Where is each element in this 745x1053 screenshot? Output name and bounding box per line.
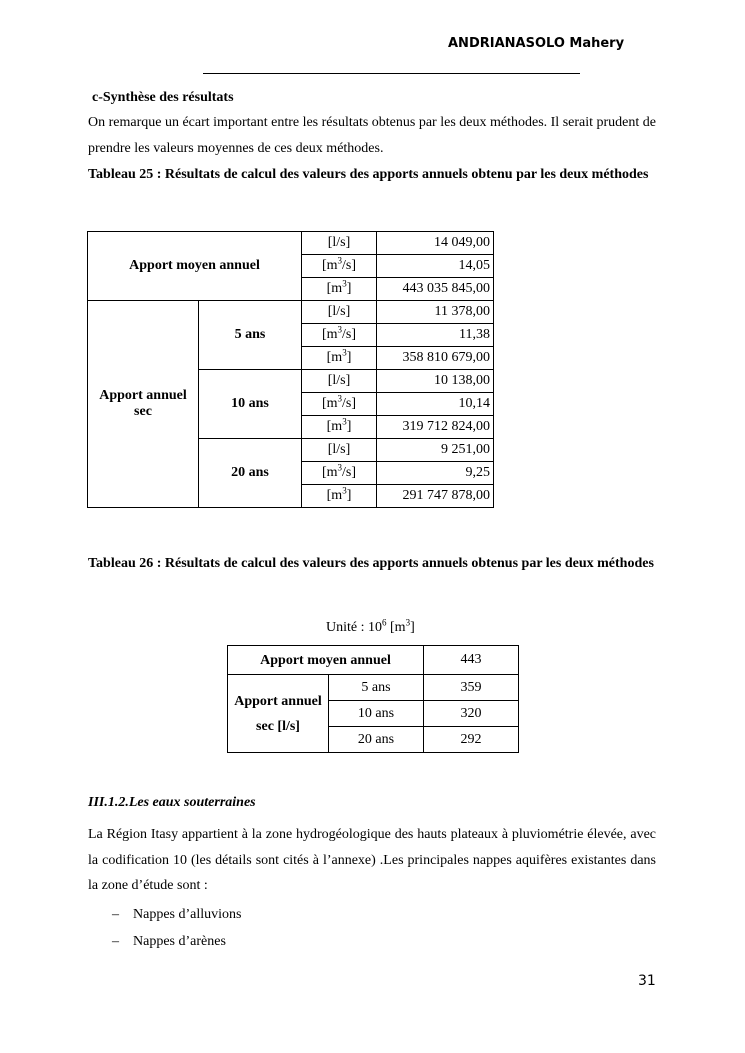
period-value: 292: [424, 727, 519, 753]
unit-ls: [l/s]: [302, 301, 377, 324]
unit-m3: $[m^3]$: [302, 278, 377, 301]
dash-icon: –: [112, 907, 119, 922]
period-ls: 10 138,00: [377, 370, 494, 393]
period-m3: 358 810 679,00: [377, 347, 494, 370]
apport-moyen-label: Apport moyen annuel: [228, 646, 424, 675]
unit-ls: [l/s]: [302, 370, 377, 393]
table-25: [87, 231, 494, 508]
period-m3s: 10,14: [377, 393, 494, 416]
unit-m3: $[m^3]$: [302, 416, 377, 439]
period-ls: 11 378,00: [377, 301, 494, 324]
unit-m3s: $[m^3/s]$: [302, 324, 377, 347]
table-26: [227, 645, 519, 753]
unit-m3: $[m^3]$: [302, 485, 377, 508]
header-author: ANDRIANASOLO Mahery: [448, 36, 625, 51]
apport-moyen-label: Apport moyen annuel: [88, 232, 302, 301]
unit-m3s: $[m^3/s]$: [302, 255, 377, 278]
unit-ls: [l/s]: [302, 232, 377, 255]
period-m3s: 11,38: [377, 324, 494, 347]
table26-caption: Tableau 26 : Résultats de calcul des valeurs des apports annuels obtenus par les deux méthodes: [88, 556, 654, 571]
period-label: 10 ans: [329, 701, 424, 727]
period-value: 359: [424, 675, 519, 701]
apport-sec-label: Apport annuel sec [l/s]: [228, 675, 329, 753]
table26-unit: Unité : $10^6$ $[m^3]$: [326, 617, 415, 635]
period-label: 5 ans: [199, 301, 302, 370]
period-label: 10 ans: [199, 370, 302, 439]
list-item: – Nappes d’alluvions: [112, 901, 241, 928]
period-label: 5 ans: [329, 675, 424, 701]
period-label: 20 ans: [329, 727, 424, 753]
page-number: 31: [638, 973, 656, 989]
paragraph-eaux-souterraines: La Région Itasy appartient à la zone hydrogéologique des hauts plateaux à pluviométrie élevée, avec la codification 10 (les détails sont cités à l’annexe) .Les principales nappes aquifères existantes dans la zone d’étude sont :: [88, 827, 656, 893]
period-m3: 319 712 824,00: [377, 416, 494, 439]
moyen-m3: 443 035 845,00: [377, 278, 494, 301]
subsection-title: III.1.2.Les eaux souterraines: [88, 795, 256, 810]
period-label: 20 ans: [199, 439, 302, 508]
apport-sec-label: Apport annuel sec: [88, 301, 199, 508]
unit-m3s: $[m^3/s]$: [302, 393, 377, 416]
period-value: 320: [424, 701, 519, 727]
table25-caption: Tableau 25 : Résultats de calcul des valeurs des apports annuels obtenu par les deux méthodes: [88, 167, 649, 182]
unit-m3: $[m^3]$: [302, 347, 377, 370]
bullet-list: [112, 901, 241, 955]
period-ls: 9 251,00: [377, 439, 494, 462]
list-item: – Nappes d’arènes: [112, 928, 241, 955]
header-rule: [203, 73, 580, 74]
section-title: c-Synthèse des résultats: [92, 90, 234, 105]
dash-icon: –: [112, 934, 119, 949]
moyen-ls: 14 049,00: [377, 232, 494, 255]
unit-ls: [l/s]: [302, 439, 377, 462]
period-m3: 291 747 878,00: [377, 485, 494, 508]
moyen-m3s: 14,05: [377, 255, 494, 278]
unit-m3s: $[m^3/s]$: [302, 462, 377, 485]
apport-moyen-value: 443: [424, 646, 519, 675]
paragraph-synthese: On remarque un écart important entre les résultats obtenus par les deux méthodes. Il serait prudent de prendre les valeurs moyennes de ces deux méthodes.: [88, 115, 656, 156]
period-m3s: 9,25: [377, 462, 494, 485]
